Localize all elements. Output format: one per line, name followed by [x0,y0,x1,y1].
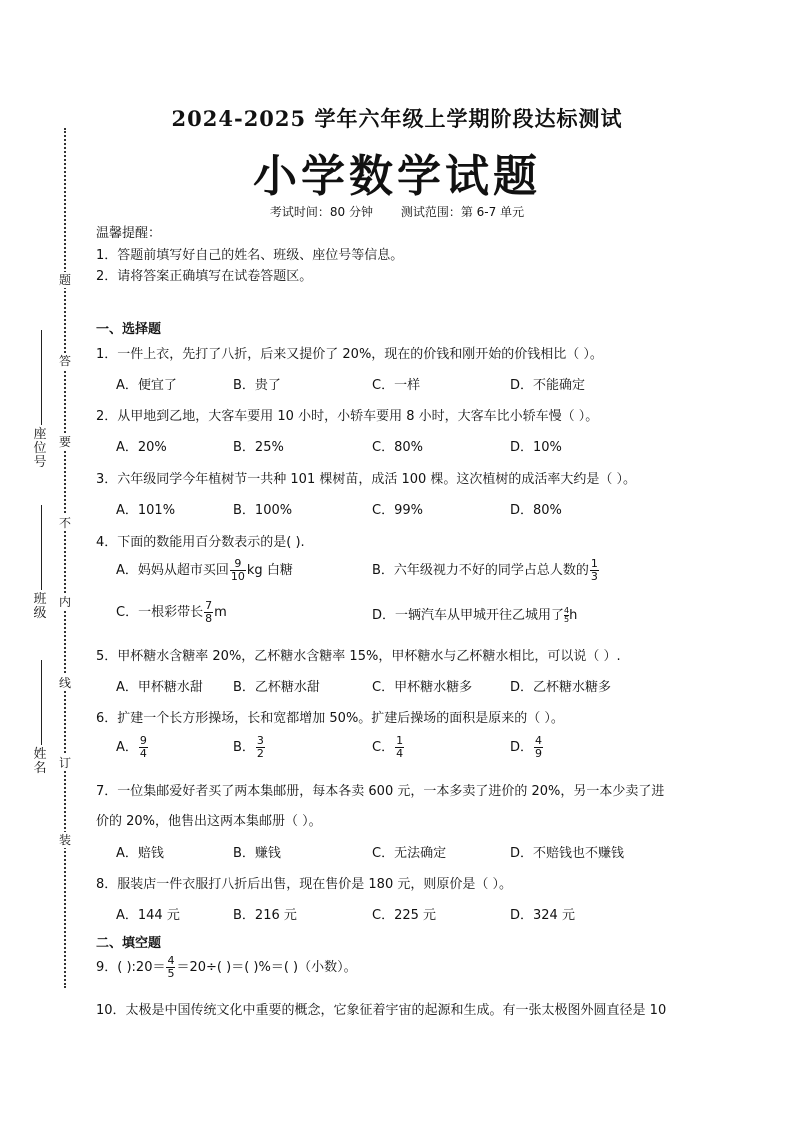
exam-info [0,203,794,220]
question-stem: 4．下面的数能用百分数表示的是( ). [96,535,305,550]
notes-item: 1．答题前填写好自己的姓名、班级、座位号等信息。 [96,248,404,263]
fraction: $\frac{9}{10}$ [230,557,245,583]
option-text: D．一辆汽车从甲城开往乙城用了 [372,608,565,623]
option-d[interactable]: D．324 元 [510,908,575,923]
exam-title: 2024-2025 学年六年级上学期阶段达标测试 [171,106,623,131]
option-c[interactable] [116,600,227,625]
option-c[interactable]: C．80% [372,440,423,455]
option-text: kg 白糖 [246,563,293,578]
option-a[interactable] [116,558,293,583]
option-b[interactable]: B．216 元 [233,908,297,923]
margin-char: 题 [58,273,71,287]
question-stem: 2．从甲地到乙地，大客车要用 10 小时，小轿车要用 8 小时，大客车比小轿车慢（ ）。 [96,409,599,424]
name-label: 姓名 [33,747,47,776]
question-stem: 10．太极是中国传统文化中重要的概念，它象征着宇宙的起源和生成。有一张太极图外圆直径是 10 [96,1003,667,1018]
option-text: B．六年级视力不好的同学占总人数的 [372,563,589,578]
option-a[interactable]: A．甲杯糖水甜 [116,680,203,695]
class-fill-line[interactable] [41,505,42,590]
option-b[interactable]: B． $\frac{3}{2}$ [233,734,264,760]
question-stem: 6．扩建一个长方形操场，长和宽都增加 50%。扩建后操场的面积是原来的（ ）。 [96,711,564,726]
option-b[interactable]: B．乙杯糖水甜 [233,680,320,695]
option-b[interactable]: B．100% [233,503,293,518]
fraction: $\frac{7}{8}$ [205,599,213,625]
option-a[interactable]: A．144 元 [116,908,180,923]
margin-char: 内 [58,595,71,609]
option-d[interactable]: D．10% [510,440,562,455]
section-title: 二、填空题 [96,936,162,951]
binding-dotted-line [64,128,66,988]
fill-text: ＝20÷( )＝( )%＝( )（小数）。 [176,960,357,975]
option-text: C．一根彩带长 [116,605,204,620]
margin-char: 不 [58,516,71,530]
option-a[interactable]: A． $\frac{9}{4}$ [116,734,147,760]
question-stem-cont: 价的 20%，他售出这两本集邮册（ ）。 [96,814,322,829]
margin-char: 订 [58,756,71,770]
notes-title: 温馨提醒： [96,226,162,241]
seat-fill-line[interactable] [41,330,42,425]
class-label: 班级 [33,592,47,621]
option-a[interactable]: A．20% [116,440,167,455]
option-c[interactable]: C．一样 [372,378,421,393]
exam-time: 考试时间：80 分钟 [269,205,374,219]
option-c[interactable]: C．99% [372,503,423,518]
fraction: $\frac{4}{5}$ [564,606,570,624]
option-b[interactable]: B．贵了 [233,378,281,393]
option-d[interactable]: D．乙杯糖水糖多 [510,680,612,695]
exam-range: 测试范围：第 6-7 单元 [400,205,525,219]
exam-subtitle: 小学数学试题 [253,151,541,202]
option-a[interactable]: A．赔钱 [116,846,164,861]
question-fill[interactable] [96,955,357,980]
margin-char: 答 [58,354,71,368]
option-c[interactable]: C． $\frac{1}{4}$ [372,734,404,760]
option-d[interactable]: D．80% [510,503,562,518]
question-stem: 5．甲杯糖水含糖率 20%，乙杯糖水含糖率 15%，甲杯糖水与乙杯糖水相比，可以说（ ）. [96,649,621,664]
question-stem: 1．一件上衣，先打了八折，后来又提价了 20%，现在的价钱和刚开始的价钱相比（ ）。 [96,347,603,362]
option-b[interactable] [372,558,600,583]
fraction: $\frac{4}{5}$ [167,954,175,980]
option-a[interactable]: A．便宜了 [116,378,177,393]
margin-char: 线 [58,676,71,690]
option-a[interactable]: A．101% [116,503,176,518]
name-fill-line[interactable] [41,660,42,745]
seat-label: 座位号 [33,427,47,470]
option-c[interactable]: C．甲杯糖水糖多 [372,680,473,695]
question-stem: 3．六年级同学今年植树节一共种 101 棵树苗，成活 100 棵。这次植树的成活率大约是（ ）。 [96,472,637,487]
margin-char: 装 [58,833,71,847]
option-d[interactable]: D．不能确定 [510,378,586,393]
option-text: h [569,608,578,623]
option-c[interactable]: C．无法确定 [372,846,447,861]
margin-char: 要 [58,435,71,449]
section-title: 一、选择题 [96,322,162,337]
option-d[interactable]: D．不赔钱也不赚钱 [510,846,625,861]
notes-item: 2．请将答案正确填写在试卷答题区。 [96,269,313,284]
option-d[interactable]: D． $\frac{4}{9}$ [510,734,543,760]
fraction: $\frac{1}{3}$ [590,557,598,583]
option-b[interactable]: B．赚钱 [233,846,281,861]
option-d[interactable] [372,604,577,624]
question-stem: 8．服装店一件衣服打八折后出售，现在售价是 180 元，则原价是（ ）。 [96,877,512,892]
option-text: m [214,605,227,620]
question-stem: 7．一位集邮爱好者买了两本集邮册，每本各卖 600 元，一本多卖了进价的 20%，另一本少卖了进 [96,784,665,799]
option-b[interactable]: B．25% [233,440,284,455]
option-c[interactable]: C．225 元 [372,908,437,923]
fill-text: 9．( ):20＝ [96,960,166,975]
option-text: A．妈妈从超市买回 [116,563,229,578]
